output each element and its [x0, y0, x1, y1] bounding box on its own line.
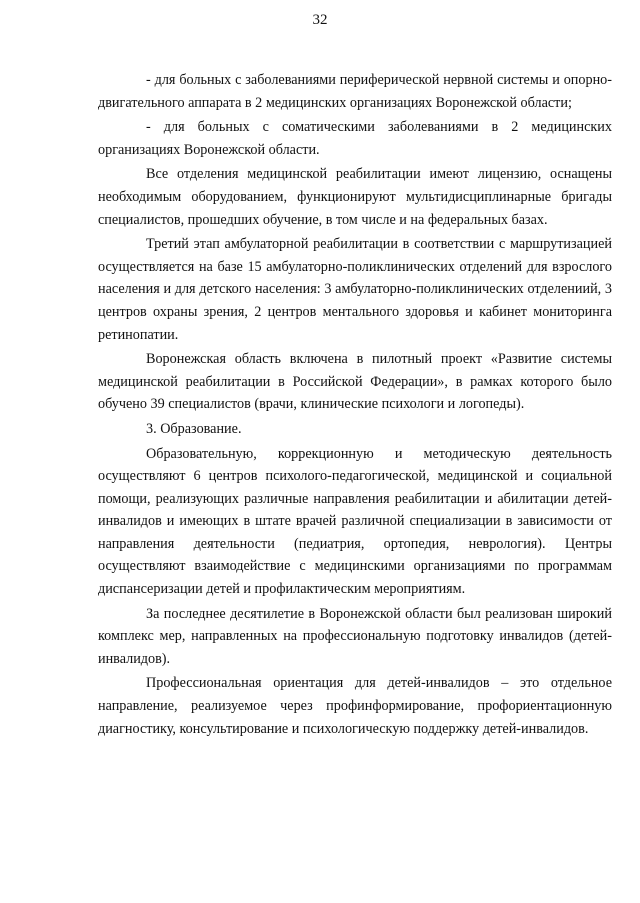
- paragraph-education-centers: Образовательную, коррекционную и методическую деятельность осуществляют 6 центров психолого-педагогической, медицинской и социальной помощи, реализующих различные направления реабилитации и абилитации детей-инвалидов и имеющих в штате врачей различной специализации в зависимости от направления деятельности (педиатрия, ортопедия, неврология). Центры осуществляют взаимодействие с медицинскими организациями по программам диспансеризации детей и профилактическим мероприятиям.: [98, 445, 612, 598]
- page-number: 32: [312, 12, 328, 28]
- paragraph-career-guidance: Профессиональная ориентация для детей-инвалидов – это отдельное направление, реализуемое через профинформирование, профориентационную диагностику, консультирование и психологическую поддержку детей-инвалидов.: [98, 675, 612, 737]
- paragraph-peripheral-nervous-system: - для больных с заболеваниями периферической нервной системы и опорно-двигательного аппарата в 2 медицинских организациях Воронежской области;: [98, 72, 612, 111]
- paragraph-somatic-diseases: - для больных с соматическими заболеваниями в 2 медицинских организациях Воронежской области.: [98, 119, 612, 158]
- section-heading-education: 3. Образование.: [146, 420, 242, 437]
- paragraph-pilot-project: Воронежская область включена в пилотный проект «Развитие системы медицинской реабилитации в Российской Федерации», в рамках которого было обучено 39 специалистов (врачи, клинические психологи и логопеды).: [98, 351, 612, 413]
- body-text: [98, 69, 612, 742]
- paragraph-rehabilitation-departments: Все отделения медицинской реабилитации имеют лицензию, оснащены необходимым оборудованием, функционируют мультидисциплинарные бригады специалистов, прошедших обучение, в том числе и на федеральных базах.: [98, 166, 612, 228]
- paragraph-professional-training: За последнее десятилетие в Воронежской области был реализован широкий комплекс мер, направленных на профессиональную подготовку инвалидов (детей-инвалидов).: [98, 605, 612, 667]
- paragraph-third-stage: Третий этап амбулаторной реабилитации в соответствии с маршрутизацией осуществляется на базе 15 амбулаторно-поликлинических отделений для взрослого населения и для детского населения: 3 амбулаторно-поликлинических отделениий, 3 центров охраны зрения, 2 центров ментального здоровья и кабинет мониторинга ретинопатии.: [98, 236, 612, 343]
